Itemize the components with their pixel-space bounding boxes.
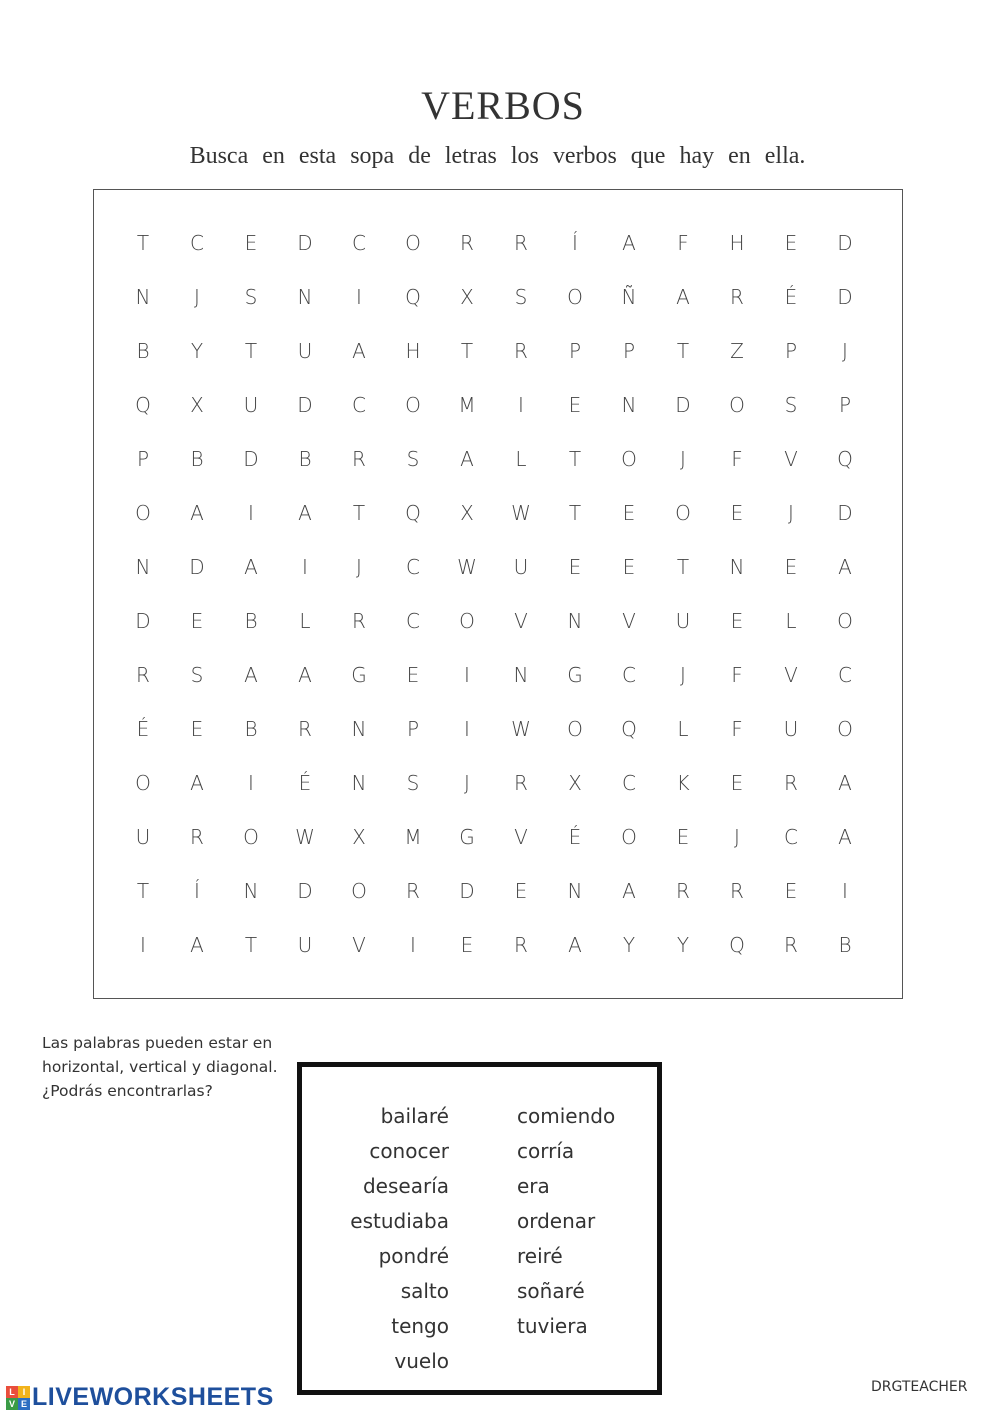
- logo-mark-letter: V: [6, 1398, 18, 1410]
- grid-cell[interactable]: A: [244, 555, 258, 579]
- grid-cell[interactable]: R: [406, 879, 420, 903]
- grid-cell[interactable]: E: [460, 933, 474, 957]
- word-list-item: soñaré: [517, 1279, 585, 1303]
- word-list-right-column: [517, 1099, 647, 1344]
- grid-cell[interactable]: Q: [405, 501, 421, 525]
- grid-cell[interactable]: J: [734, 825, 740, 849]
- grid-cell[interactable]: D: [297, 879, 313, 903]
- grid-cell[interactable]: B: [136, 339, 150, 363]
- grid-cell[interactable]: P: [406, 717, 420, 741]
- grid-cell[interactable]: F: [731, 717, 743, 741]
- grid-cell[interactable]: C: [406, 609, 420, 633]
- word-list-item: tengo: [391, 1314, 449, 1338]
- grid-cell[interactable]: E: [622, 501, 636, 525]
- grid-cell[interactable]: I: [518, 393, 524, 417]
- grid-cell[interactable]: L: [515, 447, 527, 471]
- grid-cell[interactable]: R: [730, 285, 744, 309]
- grid-cell[interactable]: L: [299, 609, 311, 633]
- grid-cell[interactable]: S: [406, 771, 420, 795]
- grid-cell[interactable]: A: [298, 663, 312, 687]
- grid-cell[interactable]: E: [622, 555, 636, 579]
- grid-cell[interactable]: C: [190, 231, 204, 255]
- grid-cell[interactable]: R: [136, 663, 150, 687]
- grid-cell[interactable]: I: [356, 285, 362, 309]
- word-list-item: pondré: [378, 1244, 449, 1268]
- grid-cell[interactable]: O: [135, 501, 151, 525]
- grid-cell[interactable]: V: [622, 609, 636, 633]
- grid-cell[interactable]: A: [622, 231, 636, 255]
- grid-cell[interactable]: E: [784, 555, 798, 579]
- grid-cell[interactable]: C: [406, 555, 420, 579]
- author-credit: DRGTEACHER: [871, 1379, 968, 1395]
- grid-cell[interactable]: L: [677, 717, 689, 741]
- grid-cell[interactable]: Q: [837, 447, 853, 471]
- grid-cell[interactable]: F: [677, 231, 689, 255]
- grid-cell[interactable]: O: [405, 393, 421, 417]
- hint-text: Las palabras pueden estar en horizontal, vertical y diagonal. ¿Podrás encontrarlas?: [42, 1034, 278, 1100]
- grid-cell[interactable]: S: [406, 447, 420, 471]
- grid-cell[interactable]: R: [730, 879, 744, 903]
- grid-cell[interactable]: T: [244, 933, 258, 957]
- grid-cell[interactable]: J: [680, 663, 686, 687]
- grid-cell[interactable]: U: [297, 933, 313, 957]
- grid-cell[interactable]: U: [783, 717, 799, 741]
- grid-cell[interactable]: H: [729, 231, 745, 255]
- word-list-item: comiendo: [517, 1104, 616, 1128]
- grid-cell[interactable]: Y: [190, 339, 204, 363]
- grid-cell[interactable]: D: [243, 447, 259, 471]
- grid-cell[interactable]: O: [621, 447, 637, 471]
- grid-cell[interactable]: I: [248, 501, 254, 525]
- grid-cell[interactable]: D: [837, 501, 853, 525]
- grid-cell[interactable]: E: [676, 825, 690, 849]
- grid-cell[interactable]: W: [511, 501, 531, 525]
- grid-cell[interactable]: R: [514, 339, 528, 363]
- grid-cell[interactable]: O: [837, 609, 853, 633]
- grid-cell[interactable]: S: [190, 663, 204, 687]
- grid-cell[interactable]: H: [405, 339, 421, 363]
- word-list-item: ordenar: [517, 1209, 596, 1233]
- grid-cell[interactable]: D: [297, 231, 313, 255]
- grid-cell[interactable]: E: [730, 771, 744, 795]
- logo-mark-letter: E: [18, 1398, 30, 1410]
- grid-cell[interactable]: V: [514, 609, 528, 633]
- grid-cell[interactable]: I: [410, 933, 416, 957]
- grid-cell[interactable]: N: [729, 555, 745, 579]
- grid-cell[interactable]: O: [243, 825, 259, 849]
- grid-cell[interactable]: S: [244, 285, 258, 309]
- word-list-box: [297, 1062, 662, 1395]
- grid-cell[interactable]: C: [622, 663, 636, 687]
- grid-cell[interactable]: M: [404, 825, 422, 849]
- grid-cell[interactable]: D: [837, 285, 853, 309]
- grid-cell[interactable]: I: [302, 555, 308, 579]
- grid-cell[interactable]: N: [135, 285, 151, 309]
- grid-cell[interactable]: V: [352, 933, 366, 957]
- grid-cell[interactable]: G: [351, 663, 367, 687]
- grid-cell[interactable]: A: [190, 771, 204, 795]
- grid-cell[interactable]: T: [568, 447, 582, 471]
- logo-mark-letter: I: [18, 1386, 30, 1398]
- grid-cell[interactable]: A: [568, 933, 582, 957]
- grid-cell[interactable]: U: [513, 555, 529, 579]
- grid-cell[interactable]: I: [248, 771, 254, 795]
- grid-cell[interactable]: Q: [135, 393, 151, 417]
- grid-cell[interactable]: B: [244, 609, 258, 633]
- grid-cell[interactable]: A: [622, 879, 636, 903]
- grid-cell[interactable]: A: [838, 555, 852, 579]
- grid-cell[interactable]: D: [837, 231, 853, 255]
- word-list-item: salto: [400, 1279, 449, 1303]
- word-list-item: reiré: [517, 1244, 563, 1268]
- word-list-item: vuelo: [394, 1349, 449, 1373]
- grid-cell[interactable]: U: [675, 609, 691, 633]
- grid-cell[interactable]: D: [189, 555, 205, 579]
- grid-cell[interactable]: E: [568, 555, 582, 579]
- grid-cell[interactable]: X: [190, 393, 204, 417]
- grid-cell[interactable]: W: [511, 717, 531, 741]
- grid-cell[interactable]: D: [675, 393, 691, 417]
- word-list-item: tuviera: [517, 1314, 588, 1338]
- grid-cell[interactable]: S: [784, 393, 798, 417]
- grid-cell[interactable]: O: [135, 771, 151, 795]
- grid-cell[interactable]: C: [622, 771, 636, 795]
- word-list-item: corría: [517, 1139, 575, 1163]
- grid-cell[interactable]: P: [622, 339, 636, 363]
- grid-cell[interactable]: C: [352, 231, 366, 255]
- grid-cell[interactable]: E: [190, 717, 204, 741]
- grid-cell[interactable]: E: [406, 663, 420, 687]
- grid-cell[interactable]: R: [460, 231, 474, 255]
- grid-cell[interactable]: P: [838, 393, 852, 417]
- grid-cell[interactable]: A: [838, 771, 852, 795]
- grid-cell[interactable]: N: [567, 609, 583, 633]
- grid-cell[interactable]: B: [298, 447, 312, 471]
- grid-cell[interactable]: E: [784, 879, 798, 903]
- grid-cell[interactable]: O: [351, 879, 367, 903]
- grid-cell[interactable]: D: [135, 609, 151, 633]
- word-list-item: bailaré: [380, 1104, 449, 1128]
- grid-cell[interactable]: E: [568, 393, 582, 417]
- grid-cell[interactable]: B: [190, 447, 204, 471]
- grid-cell[interactable]: J: [788, 501, 794, 525]
- grid-cell[interactable]: N: [513, 663, 529, 687]
- word-list-item: era: [517, 1174, 550, 1198]
- grid-cell[interactable]: R: [514, 933, 528, 957]
- grid-cell[interactable]: R: [352, 609, 366, 633]
- grid-cell[interactable]: V: [514, 825, 528, 849]
- grid-cell[interactable]: U: [243, 393, 259, 417]
- grid-cell[interactable]: U: [297, 339, 313, 363]
- grid-cell[interactable]: C: [784, 825, 798, 849]
- grid-cell[interactable]: L: [785, 609, 797, 633]
- grid-cell[interactable]: O: [567, 285, 583, 309]
- logo-text: LIVEWORKSHEETS: [32, 1383, 274, 1411]
- grid-cell[interactable]: T: [676, 555, 690, 579]
- grid-cell[interactable]: V: [784, 447, 798, 471]
- grid-cell[interactable]: N: [135, 555, 151, 579]
- grid-cell[interactable]: D: [297, 393, 313, 417]
- grid-cell[interactable]: V: [784, 663, 798, 687]
- grid-cell[interactable]: W: [457, 555, 477, 579]
- logo-mark-icon: [6, 1386, 30, 1410]
- grid-cell[interactable]: O: [621, 825, 637, 849]
- grid-cell[interactable]: J: [194, 285, 200, 309]
- grid-cell[interactable]: A: [838, 825, 852, 849]
- grid-cell[interactable]: A: [460, 447, 474, 471]
- grid-cell[interactable]: C: [838, 663, 852, 687]
- grid-cell[interactable]: T: [676, 339, 690, 363]
- word-list-left-column: [332, 1099, 449, 1379]
- liveworksheets-logo[interactable]: [6, 1383, 274, 1412]
- grid-cell[interactable]: T: [352, 501, 366, 525]
- grid-cell[interactable]: R: [352, 447, 366, 471]
- grid-cell[interactable]: Q: [729, 933, 745, 957]
- logo-mark-letter: L: [6, 1386, 18, 1398]
- grid-cell[interactable]: O: [459, 609, 475, 633]
- grid-cell[interactable]: A: [244, 663, 258, 687]
- word-search-box: [93, 189, 903, 999]
- letter-grid: [116, 216, 872, 972]
- grid-cell[interactable]: N: [351, 717, 367, 741]
- grid-cell[interactable]: O: [837, 717, 853, 741]
- grid-cell[interactable]: N: [567, 879, 583, 903]
- grid-cell[interactable]: N: [621, 393, 637, 417]
- grid-cell[interactable]: R: [190, 825, 204, 849]
- grid-cell[interactable]: E: [784, 231, 798, 255]
- grid-cell[interactable]: G: [567, 663, 583, 687]
- grid-cell[interactable]: X: [568, 771, 582, 795]
- grid-cell[interactable]: W: [295, 825, 315, 849]
- grid-cell[interactable]: M: [458, 393, 476, 417]
- grid-cell[interactable]: N: [243, 879, 259, 903]
- grid-cell[interactable]: J: [680, 447, 686, 471]
- word-list-item: estudiaba: [350, 1209, 449, 1233]
- grid-cell[interactable]: D: [459, 879, 475, 903]
- grid-cell[interactable]: J: [356, 555, 362, 579]
- grid-cell[interactable]: I: [464, 663, 470, 687]
- grid-cell[interactable]: A: [676, 285, 690, 309]
- grid-cell[interactable]: P: [784, 339, 798, 363]
- grid-cell[interactable]: É: [136, 717, 150, 741]
- grid-cell[interactable]: J: [842, 339, 848, 363]
- grid-cell[interactable]: N: [297, 285, 313, 309]
- grid-cell[interactable]: R: [784, 933, 798, 957]
- grid-cell[interactable]: Q: [621, 717, 637, 741]
- grid-cell[interactable]: É: [784, 285, 798, 309]
- grid-cell[interactable]: Ñ: [621, 285, 637, 309]
- grid-cell[interactable]: F: [731, 663, 743, 687]
- grid-cell[interactable]: A: [190, 933, 204, 957]
- grid-cell[interactable]: T: [136, 879, 150, 903]
- grid-cell[interactable]: X: [460, 285, 474, 309]
- grid-cell[interactable]: Y: [622, 933, 636, 957]
- grid-cell[interactable]: R: [676, 879, 690, 903]
- grid-cell[interactable]: S: [514, 285, 528, 309]
- grid-cell[interactable]: X: [460, 501, 474, 525]
- grid-cell[interactable]: Y: [676, 933, 690, 957]
- grid-cell[interactable]: T: [244, 339, 258, 363]
- grid-cell[interactable]: Í: [572, 231, 578, 255]
- grid-cell[interactable]: N: [351, 771, 367, 795]
- grid-cell[interactable]: F: [731, 447, 743, 471]
- word-list-item: desearía: [362, 1174, 449, 1198]
- grid-cell[interactable]: R: [298, 717, 312, 741]
- grid-cell[interactable]: P: [568, 339, 582, 363]
- grid-cell[interactable]: T: [568, 501, 582, 525]
- grid-cell[interactable]: E: [730, 501, 744, 525]
- grid-cell[interactable]: O: [405, 231, 421, 255]
- grid-cell[interactable]: Q: [405, 285, 421, 309]
- grid-cell[interactable]: E: [244, 231, 258, 255]
- grid-cell[interactable]: G: [459, 825, 475, 849]
- grid-cell[interactable]: E: [190, 609, 204, 633]
- grid-cell[interactable]: O: [729, 393, 745, 417]
- grid-cell[interactable]: I: [842, 879, 848, 903]
- grid-cell[interactable]: Í: [194, 879, 200, 903]
- grid-cell[interactable]: O: [567, 717, 583, 741]
- grid-cell[interactable]: R: [784, 771, 798, 795]
- grid-cell[interactable]: A: [352, 339, 366, 363]
- grid-cell[interactable]: P: [136, 447, 150, 471]
- word-list-item: conocer: [369, 1139, 449, 1163]
- grid-cell[interactable]: E: [730, 609, 744, 633]
- grid-cell[interactable]: I: [464, 717, 470, 741]
- grid-cell[interactable]: E: [514, 879, 528, 903]
- grid-cell[interactable]: É: [298, 771, 312, 795]
- grid-cell[interactable]: É: [568, 825, 582, 849]
- grid-cell[interactable]: B: [838, 933, 852, 957]
- instructions: Busca en esta sopa de letras los verbos que hay en ella.: [189, 143, 806, 169]
- page-title: VERBOS: [421, 83, 585, 128]
- grid-cell[interactable]: R: [514, 231, 528, 255]
- grid-cell[interactable]: A: [190, 501, 204, 525]
- grid-cell[interactable]: T: [460, 339, 474, 363]
- grid-cell[interactable]: X: [352, 825, 366, 849]
- grid-cell[interactable]: T: [136, 231, 150, 255]
- grid-cell[interactable]: A: [298, 501, 312, 525]
- grid-cell[interactable]: R: [514, 771, 528, 795]
- grid-cell[interactable]: J: [464, 771, 470, 795]
- grid-cell[interactable]: Z: [730, 339, 744, 363]
- grid-cell[interactable]: U: [135, 825, 151, 849]
- grid-cell[interactable]: C: [352, 393, 366, 417]
- grid-cell[interactable]: I: [140, 933, 146, 957]
- grid-cell[interactable]: O: [675, 501, 691, 525]
- grid-cell[interactable]: B: [244, 717, 258, 741]
- grid-cell[interactable]: K: [676, 771, 690, 795]
